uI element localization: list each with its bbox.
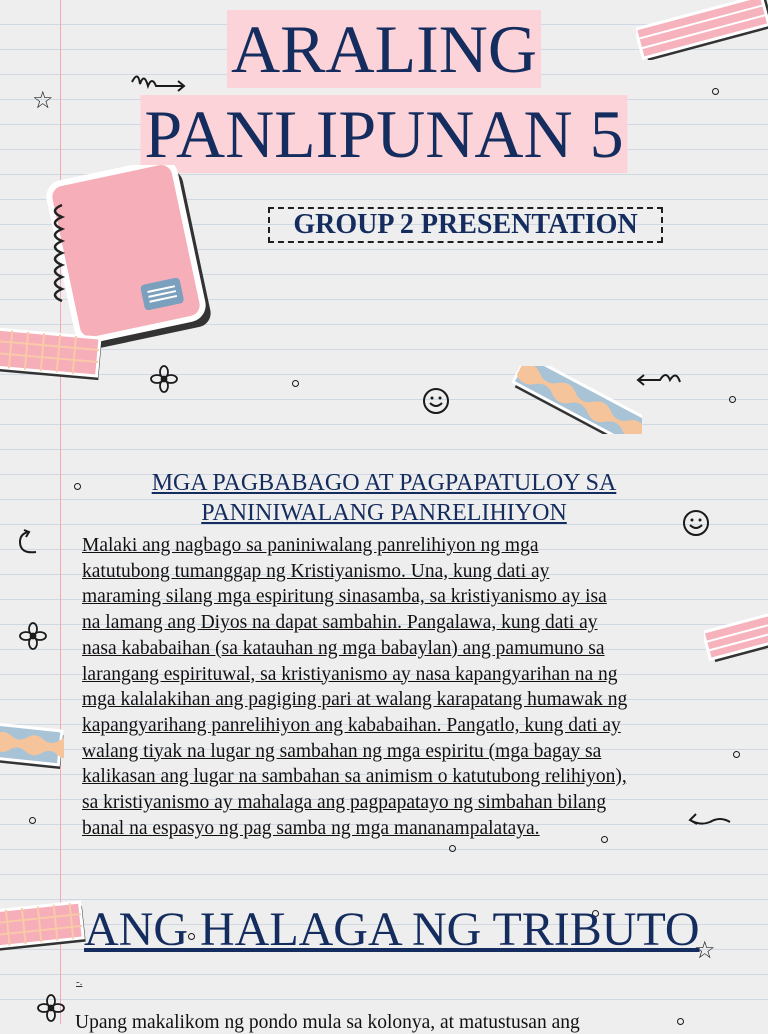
second-section-heading: ANG HALAGA NG TRIBUTO <box>84 903 700 956</box>
flower-icon <box>150 365 178 393</box>
notebook-margin-line <box>60 0 61 1024</box>
arrow-doodle-icon <box>128 68 190 92</box>
paragraph-line: na lamang ang Diyos na dapat sambahin. Pangalawa, kung dati ay <box>82 612 598 634</box>
star-icon: ☆ <box>694 936 716 964</box>
section-heading <box>80 468 688 528</box>
paragraph-line: sa kristiyanismo ay mahalaga ang pagpapatayo ng simbahan bilang <box>82 792 607 814</box>
small-mark: -. <box>76 976 83 988</box>
section-paragraph <box>82 533 692 841</box>
subtitle-box <box>268 207 663 243</box>
paragraph-line: nasa kababaihan (sa katauhan ng mga babaylan) ang pamumuno sa <box>82 637 605 659</box>
star-icon: ☆ <box>32 86 54 114</box>
paragraph-line: Malaki ang nagbago sa paniniwalang panrelihiyon ng mga <box>82 535 539 556</box>
washi-tape-left-1 <box>0 328 104 388</box>
dot-doodle <box>712 88 719 95</box>
washi-tape-left-2 <box>0 722 64 774</box>
paragraph-line: larangang espirituwal, sa kristiyanismo ay nasa kapangyarihan na ng <box>82 663 618 685</box>
notebook-illustration <box>40 165 220 350</box>
paragraph-line: kapangyarihang panrelihiyon ang kababaihan. Pangatlo, kung dati ay <box>82 714 621 736</box>
page-title-line-1: ARALING <box>227 10 541 88</box>
paragraph-line: banal na espasyo ng pag samba ng mga mananampalataya. <box>82 817 540 839</box>
arrow-doodle-icon <box>632 366 684 390</box>
dot-doodle <box>292 380 299 387</box>
paragraph-line: katutubong tumanggap ng Kristiyanismo. Una, kung dati ay <box>82 560 550 582</box>
dot-doodle <box>733 751 740 758</box>
second-section-text: Upang makalikom ng pondo mula sa kolonya, at matustusan ang <box>75 1012 580 1033</box>
smiley-icon <box>422 387 450 415</box>
washi-tape-top-right <box>636 0 768 60</box>
section-heading-line-2: PANINIWALANG PANRELIHIYON <box>201 500 567 526</box>
subtitle-text: GROUP 2 PRESENTATION <box>293 209 638 240</box>
paragraph-line: walang tiyak na lugar ng sambahan ng mga espiritu (mga bagay sa <box>82 740 602 762</box>
flower-icon <box>19 622 47 650</box>
washi-tape-right <box>704 608 768 670</box>
dot-doodle <box>29 817 36 824</box>
washi-tape-left-3 <box>0 898 86 958</box>
washi-tape-middle <box>512 366 642 434</box>
paragraph-line: maraming silang mga espiritung sinasamba, sa kristiyanismo ay isa <box>82 586 607 608</box>
dot-doodle <box>449 845 456 852</box>
flower-icon <box>37 994 65 1022</box>
page-title-line-2: PANLIPUNAN 5 <box>140 95 627 173</box>
dot-doodle <box>729 396 736 403</box>
paragraph-line: mga kalalakihan ang pagiging pari at walang karapatang humawak ng <box>82 689 628 711</box>
curved-arrow-icon <box>14 526 42 556</box>
section-heading-line-1: MGA PAGBABAGO AT PAGPAPATULOY SA <box>151 470 617 496</box>
paragraph-line: kalikasan ang lugar na sambahan sa animism o katutubong relihiyon), <box>82 766 627 788</box>
